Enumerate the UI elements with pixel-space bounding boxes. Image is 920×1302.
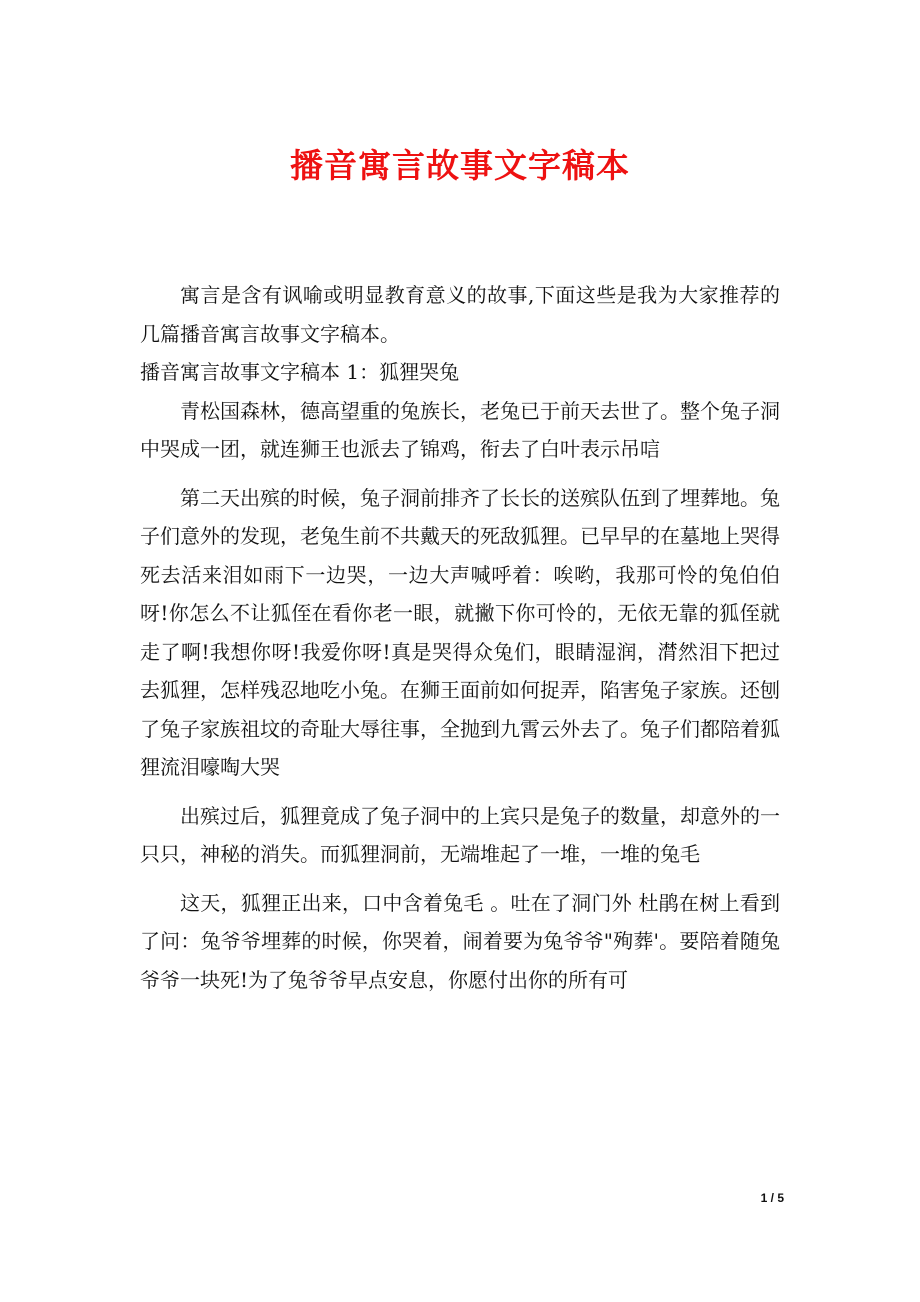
section-heading: 播音寓言故事文字稿本 1：狐狸哭兔 <box>140 360 460 384</box>
paragraph-4: 这天，狐狸正出来，口中含着兔毛 。吐在了洞门外 杜鹃在树上看到了问：兔爷爷埋葬的时候，你哭着，闹着要为兔爷爷"殉葬'。要陪着随兔爷爷一块死!为了兔爷爷早点安息，你愿付出你的所有可 <box>140 890 780 992</box>
document-body <box>140 276 780 999</box>
paragraph-2: 第二天出殡的时候，兔子洞前排齐了长长的送殡队伍到了埋葬地。兔子们意外的发现，老兔生前不共戴天的死敌狐狸。已早早的在墓地上哭得死去活来泪如雨下一边哭，一边大声喊呼着：唉哟，我那可怜的兔伯伯呀!你怎么不让狐侄在看你老一眼，就撇下你可怜的，无依无靠的狐侄就走了啊!我想你呀!我爱你呀!真是哭得众兔们，眼睛湿润，潸然泪下把过去狐狸，怎样残忍地吃小兔。在狮王面前如何捉弄，陷害兔子家族。还刨了兔子家族祖坟的奇耻大辱往事，全抛到九霄云外去了。兔子们都陪着狐狸流泪嚎啕大哭 <box>140 485 780 779</box>
paragraph-1: 青松国森林，德高望重的兔族长，老兔已于前天去世了。整个兔子洞中哭成一团，就连狮王也派去了锦鸡，衔去了白叶表示吊唁 <box>140 398 780 461</box>
paragraph-3: 出殡过后，狐狸竟成了兔子洞中的上宾只是兔子的数量，却意外的一只只，神秘的消失。而狐狸洞前，无端堆起了一堆，一堆的兔毛 <box>140 803 780 866</box>
paragraph-intro: 寓言是含有讽喻或明显教育意义的故事,下面这些是我为大家推荐的几篇播音寓言故事文字稿本。 <box>140 283 780 346</box>
page-number: 1 / 5 <box>760 1191 784 1205</box>
document-title: 播音寓言故事文字稿本 <box>290 146 630 185</box>
